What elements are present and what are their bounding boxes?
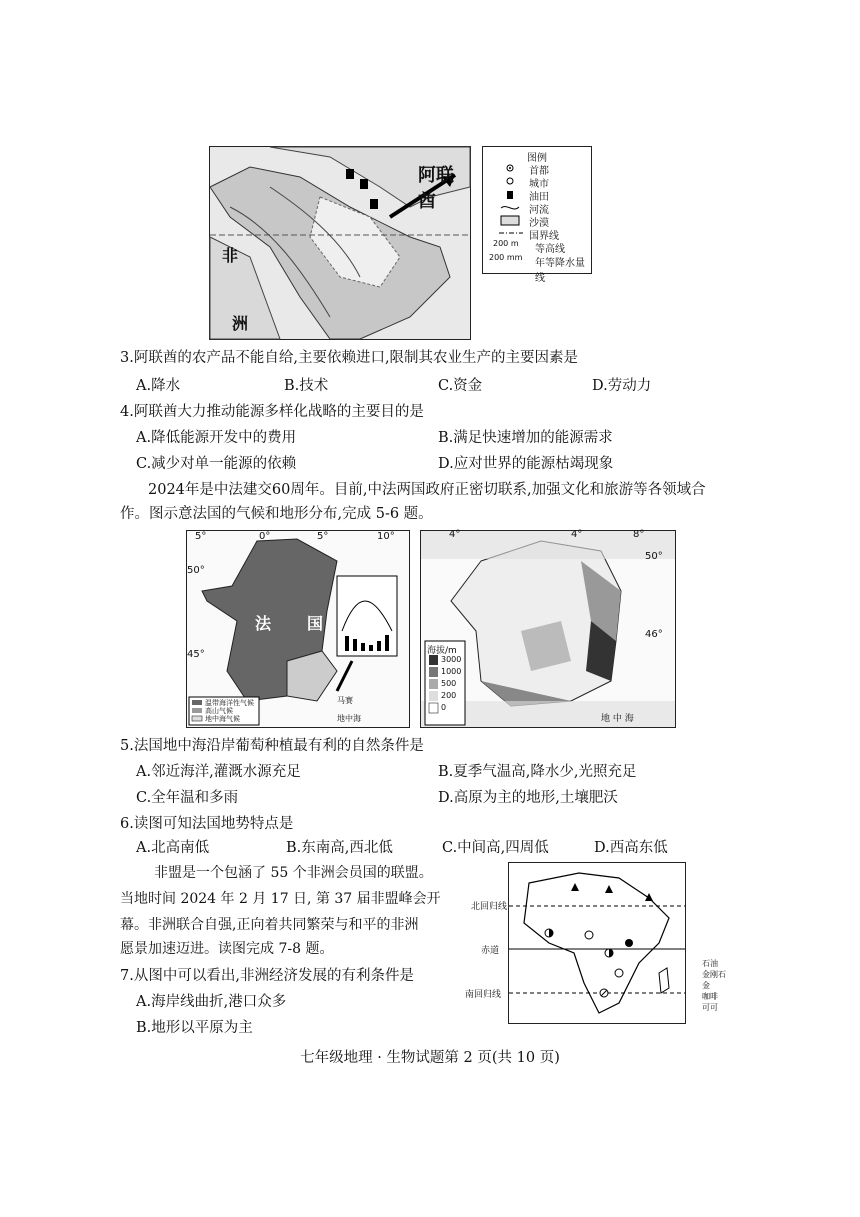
arabia-legend: [482, 146, 592, 284]
climate-legend-2: 高山气候: [205, 707, 233, 715]
q6-option-b[interactable]: B.东南高,西北低: [286, 840, 393, 856]
q3-option-a[interactable]: A.降水: [136, 378, 181, 394]
q4-option-a[interactable]: A.降低能源开发中的费用: [136, 430, 297, 446]
legend-rain-value: 200 mm: [489, 253, 523, 262]
q5-option-a[interactable]: A.邻近海洋,灌溉水源充足: [136, 764, 301, 780]
france-relief-map: [420, 530, 676, 728]
legend-city: 城市: [529, 179, 549, 190]
lon-label-4: 10°: [377, 531, 395, 542]
legend-coffee: 咖啡: [702, 992, 718, 1001]
tropic-cancer-label: 北回归线: [471, 902, 508, 912]
climate-legend-3: 地中海气候: [205, 715, 240, 723]
relief-sea-label: 地 中 海: [601, 714, 634, 724]
legend-contour: 等高线: [535, 244, 565, 255]
legend-rainfall: 年等降水量线: [535, 258, 585, 284]
q3-stem: 3.阿联酋的农产品不能自给,主要依赖进口,限制其农业生产的主要因素是: [120, 350, 579, 366]
legend-capital: 首都: [529, 166, 549, 177]
africa-label-1: 非: [222, 246, 239, 265]
climate-legend-1: 温带海洋性气候: [205, 699, 254, 707]
country-label-fa: 法: [255, 614, 272, 633]
lat-label-45: 45°: [187, 649, 205, 660]
q6-option-d[interactable]: D.西高东低: [594, 840, 668, 856]
q7-option-b[interactable]: B.地形以平原为主: [136, 1020, 253, 1036]
africa-map-drawing: [509, 863, 685, 1023]
relief-lon-3: 8°: [633, 529, 645, 540]
africa-legend: [690, 958, 754, 1013]
q5-stem: 5.法国地中海沿岸葡萄种植最有利的自然条件是: [120, 738, 424, 754]
q7-stem: 7.从图中可以看出,非洲经济发展的有利条件是: [120, 968, 414, 984]
africa-label-2: 洲: [232, 314, 249, 333]
relief-lat-46: 46°: [645, 629, 663, 640]
page-footer: 七年级地理 · 生物试题第 2 页(共 10 页): [300, 1050, 560, 1066]
q5-option-b[interactable]: B.夏季气温高,降水少,光照充足: [438, 764, 637, 780]
q5-option-c[interactable]: C.全年温和多雨: [136, 790, 239, 806]
lat-label-50: 50°: [187, 565, 205, 576]
country-label-guo: 国: [307, 614, 324, 633]
intro56-line2: 作。图示意法国的气候和地形分布,完成 5-6 题。: [120, 506, 433, 522]
equator-label: 赤道: [481, 946, 500, 956]
arabia-map: [209, 146, 471, 340]
lon-label-1: 5°: [195, 531, 207, 542]
legend-oilfield: 油田: [529, 192, 549, 203]
q7-option-a[interactable]: A.海岸线曲折,港口众多: [136, 994, 287, 1010]
legend-desert: 沙漠: [529, 218, 549, 229]
legend-gold: 金: [702, 981, 710, 990]
legend-border: 国界线: [529, 231, 559, 242]
q3-option-d[interactable]: D.劳动力: [592, 378, 652, 394]
tropic-capricorn-label: 南回归线: [465, 990, 502, 1000]
relief-legend-0: 0: [441, 703, 447, 712]
relief-lon-1: 4°: [449, 529, 461, 540]
lon-label-2: 0°: [259, 531, 271, 542]
legend-contour-value: 200 m: [493, 239, 519, 248]
intro78-line3: 幕。非洲联合自强,正向着共同繁荣与和平的非洲: [120, 917, 419, 933]
france-climate-map: [186, 530, 410, 728]
africa-resource-map: [465, 862, 686, 1024]
q6-option-c[interactable]: C.中间高,四周低: [442, 840, 549, 856]
legend-river: 河流: [529, 205, 549, 216]
q6-option-a[interactable]: A.北高南低: [136, 840, 210, 856]
relief-lat-50: 50°: [645, 551, 663, 562]
legend-cocoa: 可可: [702, 1003, 718, 1012]
q4-option-c[interactable]: C.减少对单一能源的依赖: [136, 456, 297, 472]
relief-legend-3000: 3000: [441, 655, 462, 664]
france-relief-drawing: [421, 531, 675, 727]
intro78-line4: 愿景加速迈进。读图完成 7-8 题。: [120, 941, 334, 957]
intro78-line2: 当地时间 2024 年 2 月 17 日, 第 37 届非盟峰会开: [120, 891, 441, 907]
relief-legend-title: 海拔/m: [427, 646, 457, 656]
q6-stem: 6.读图可知法国地势特点是: [120, 816, 294, 832]
lon-label-3: 5°: [317, 531, 329, 542]
legend-symbols: [483, 147, 591, 273]
relief-legend-500: 500: [441, 679, 457, 688]
sea-label: 地中海: [337, 714, 361, 723]
q4-stem: 4.阿联酋大力推动能源多样化战略的主要目的是: [120, 404, 424, 420]
intro56-line1: 2024年是中法建交60周年。目前,中法两国政府正密切联系,加强文化和旅游等各领域合: [148, 482, 706, 498]
relief-lon-2: 4°: [571, 529, 583, 540]
uae-label: 阿联酋: [418, 165, 454, 212]
q4-option-b[interactable]: B.满足快速增加的能源需求: [438, 430, 613, 446]
q5-option-d[interactable]: D.高原为主的地形,土壤肥沃: [438, 790, 618, 806]
legend-diamond: 金刚石: [702, 970, 726, 979]
relief-legend-200: 200: [441, 691, 457, 700]
legend-oil: 石油: [702, 959, 718, 968]
relief-legend-1000: 1000: [441, 667, 462, 676]
intro78-line1: 非盟是一个包涵了 55 个非洲会员国的联盟。: [154, 865, 433, 881]
q4-option-d[interactable]: D.应对世界的能源枯竭现象: [438, 456, 614, 472]
city-label-marseille: 马赛: [337, 696, 353, 705]
legend-title: 图例: [527, 153, 547, 164]
q3-option-c[interactable]: C.资金: [438, 378, 483, 394]
q3-option-b[interactable]: B.技术: [284, 378, 329, 394]
